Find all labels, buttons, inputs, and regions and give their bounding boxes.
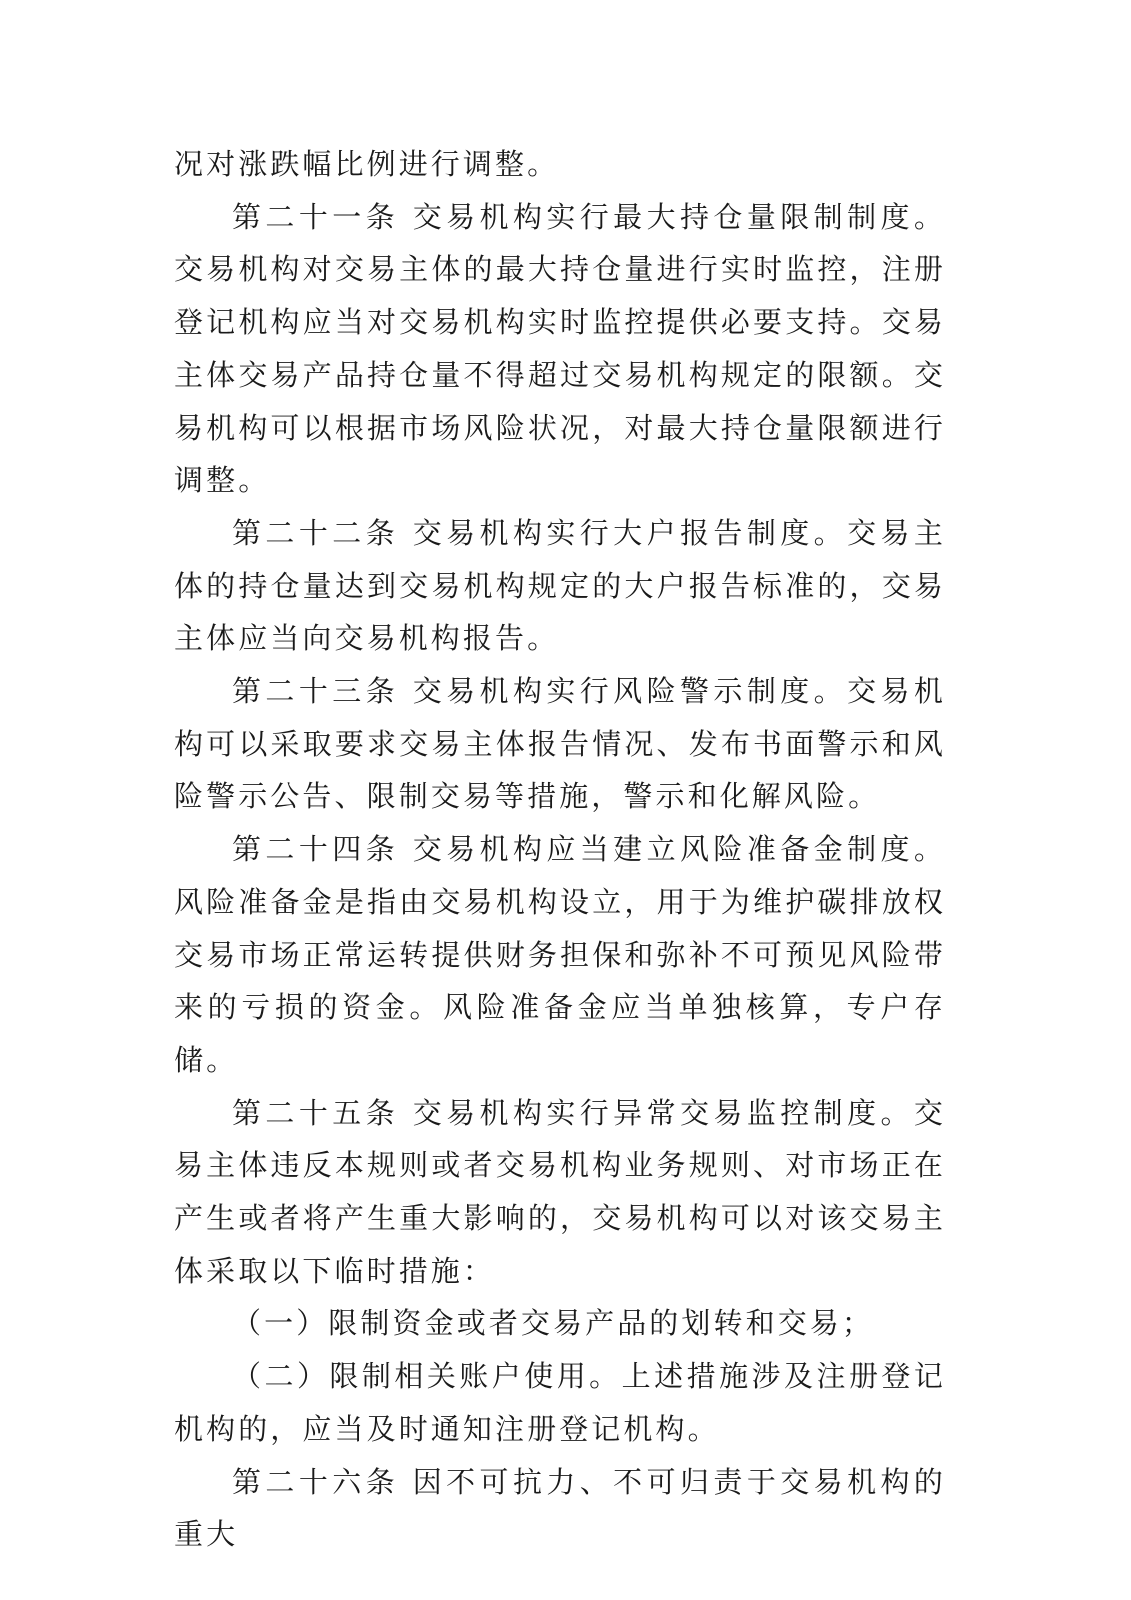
article-22-paragraph: 第二十二条 交易机构实行大户报告制度。交易主体的持仓量达到交易机构规定的大户报告标准的，交易主体应当向交易机构报告。	[174, 515, 946, 656]
body-text	[174, 138, 946, 1561]
article-24-paragraph: 第二十四条 交易机构应当建立风险准备金制度。风险准备金是指由交易机构设立，用于为维护碳排放权交易市场正常运转提供财务担保和弥补不可预见风险带来的亏损的资金。风险准备金应当单独核算，专户存储。	[174, 832, 946, 1077]
article-25-paragraph: 第二十五条 交易机构实行异常交易监控制度。交易主体违反本规则或者交易机构业务规则、对市场正在产生或者将产生重大影响的，交易机构可以对该交易主体采取以下临时措施：	[174, 1095, 946, 1288]
continuation-paragraph: 况对涨跌幅比例进行调整。	[174, 147, 560, 181]
article-26-paragraph: 第二十六条 因不可抗力、不可归责于交易机构的重大	[174, 1464, 946, 1552]
article-23-paragraph: 第二十三条 交易机构实行风险警示制度。交易机构可以采取要求交易主体报告情况、发布书面警示和风险警示公告、限制交易等措施，警示和化解风险。	[174, 674, 946, 814]
list-item-1: （一）限制资金或者交易产品的划转和交易；	[232, 1306, 875, 1341]
list-item-2: （二）限制相关账户使用。上述措施涉及注册登记机构的，应当及时通知注册登记机构。	[174, 1359, 946, 1446]
article-21-paragraph: 第二十一条 交易机构实行最大持仓量限制制度。交易机构对交易主体的最大持仓量进行实时监控，注册登记机构应当对交易机构实时监控提供必要支持。交易主体交易产品持仓量不得超过交易机构规定的限额。交易机构可以根据市场风险状况，对最大持仓量限额进行调整。	[174, 199, 946, 498]
